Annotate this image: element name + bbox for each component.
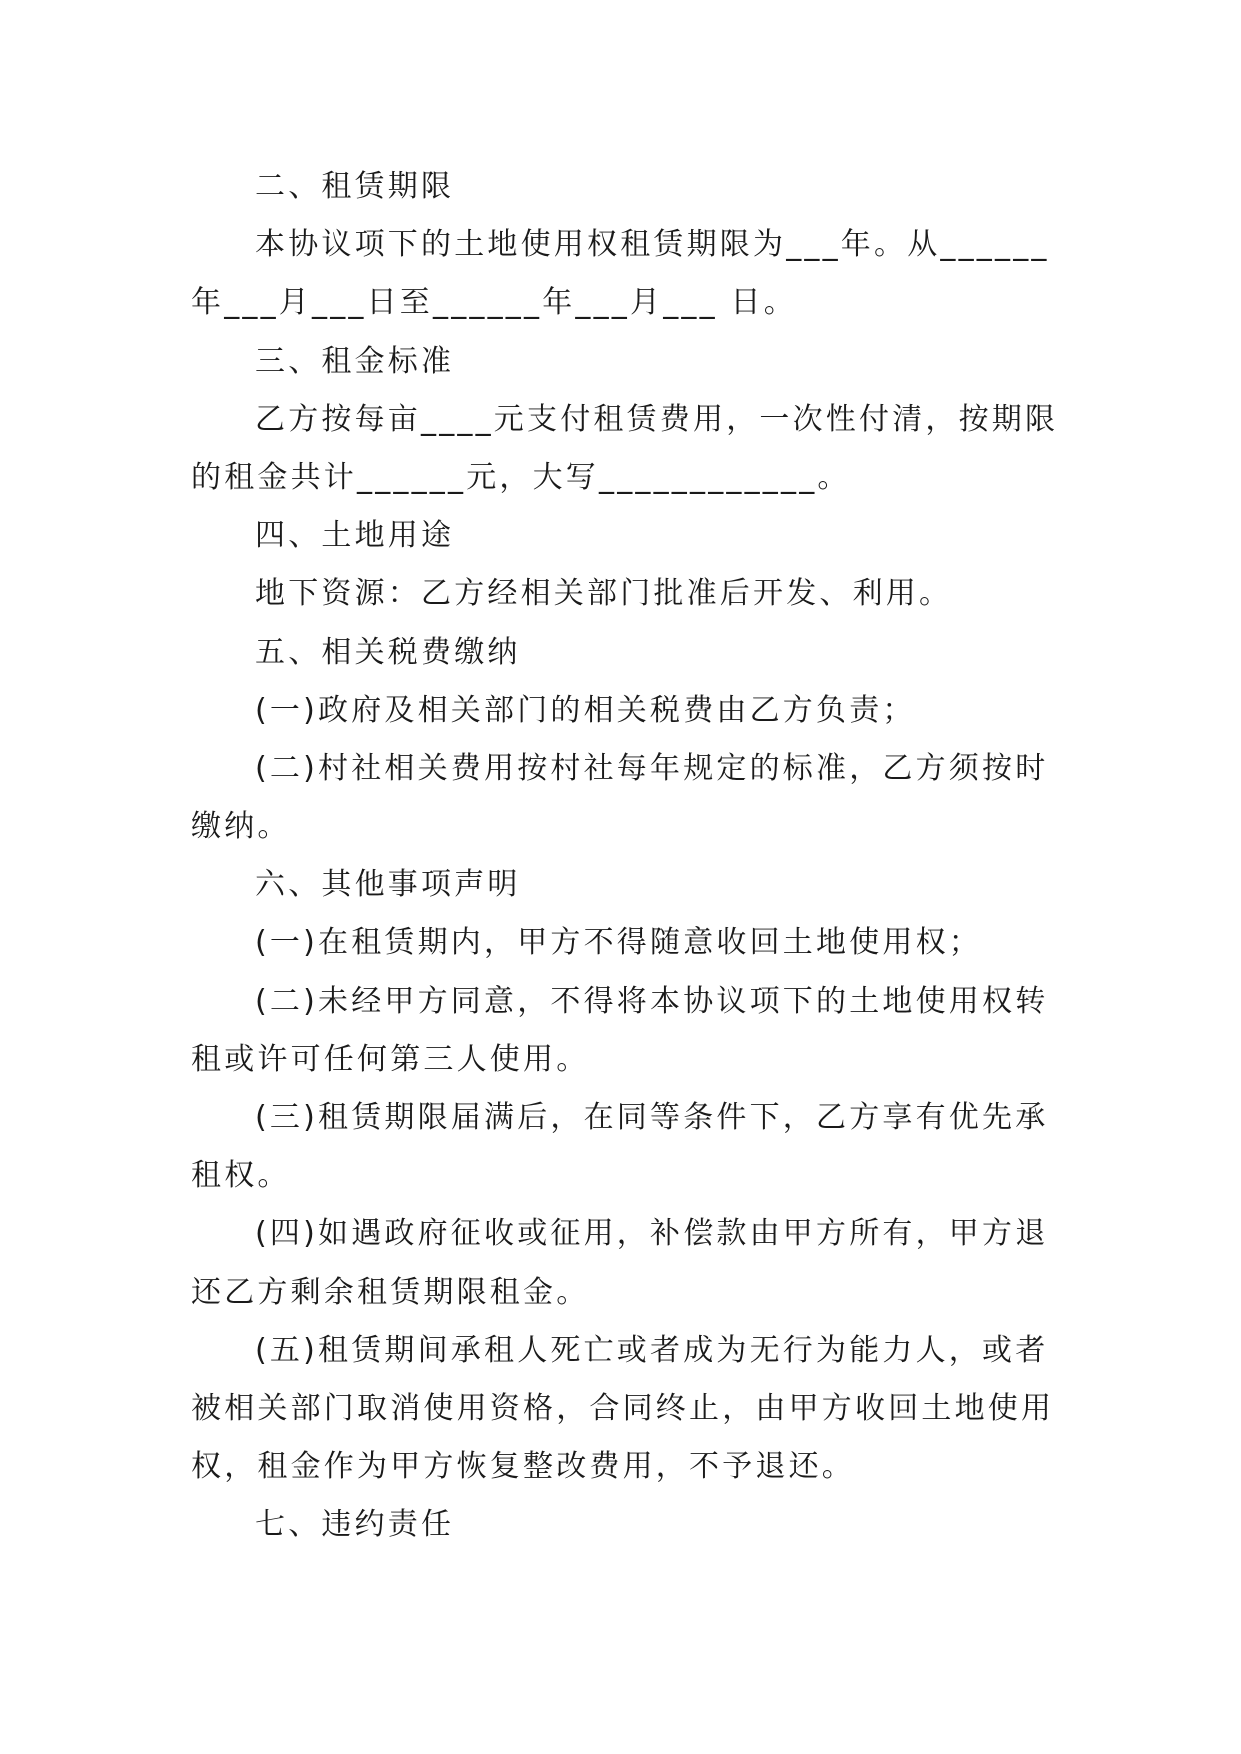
section-heading-lease-term: 二、租赁期限 (255, 169, 455, 204)
clause-line: 权，租金作为甲方恢复整改费用，不予退还。 (191, 1449, 855, 1485)
document-body (191, 158, 1059, 1555)
clause-line: 被相关部门取消使用资格，合同终止，由甲方收回土地使用 (191, 1390, 1055, 1426)
paragraph-line: 本协议项下的土地使用权租赁期限为___年。从______ (255, 227, 1050, 263)
clause-line: 租或许可任何第三人使用。 (191, 1041, 590, 1077)
clause-line: (四)如遇政府征收或征用，补偿款由甲方所有，甲方退 (255, 1216, 1049, 1252)
clause-line: (二)村社相关费用按村社每年规定的标准，乙方须按时 (255, 750, 1049, 786)
clause-line: 缴纳。 (191, 809, 291, 845)
clause-line: (三)租赁期限届满后，在同等条件下，乙方享有优先承 (255, 1100, 1049, 1135)
section-heading-taxes-fees: 五、相关税费缴纳 (255, 634, 521, 670)
section-heading-land-use: 四、土地用途 (255, 518, 455, 554)
section-heading-other-matters: 六、其他事项声明 (255, 867, 521, 903)
section-heading-breach-liability: 七、违约责任 (255, 1507, 455, 1543)
section-heading-rent-standard: 三、租金标准 (255, 343, 455, 379)
clause-line: (一)在租赁期内，甲方不得随意收回土地使用权； (255, 925, 983, 961)
clause-line: 租权。 (191, 1158, 291, 1194)
paragraph-line: 年___月___日至______年___月___ 日。 (191, 285, 797, 321)
clause-line: (一)政府及相关部门的相关税费由乙方负责； (255, 692, 916, 728)
clause-line: (二)未经甲方同意，不得将本协议项下的土地使用权转 (255, 983, 1049, 1019)
paragraph-line: 的租金共计______元，大写____________。 (191, 459, 851, 495)
paragraph-line: 地下资源：乙方经相关部门批准后开发、利用。 (255, 576, 953, 612)
clause-line: 还乙方剩余租赁期限租金。 (191, 1274, 590, 1310)
paragraph-line: 乙方按每亩____元支付租赁费用，一次性付清，按期限 (255, 401, 1059, 437)
clause-line: (五)租赁期间承租人死亡或者成为无行为能力人，或者 (255, 1332, 1049, 1368)
